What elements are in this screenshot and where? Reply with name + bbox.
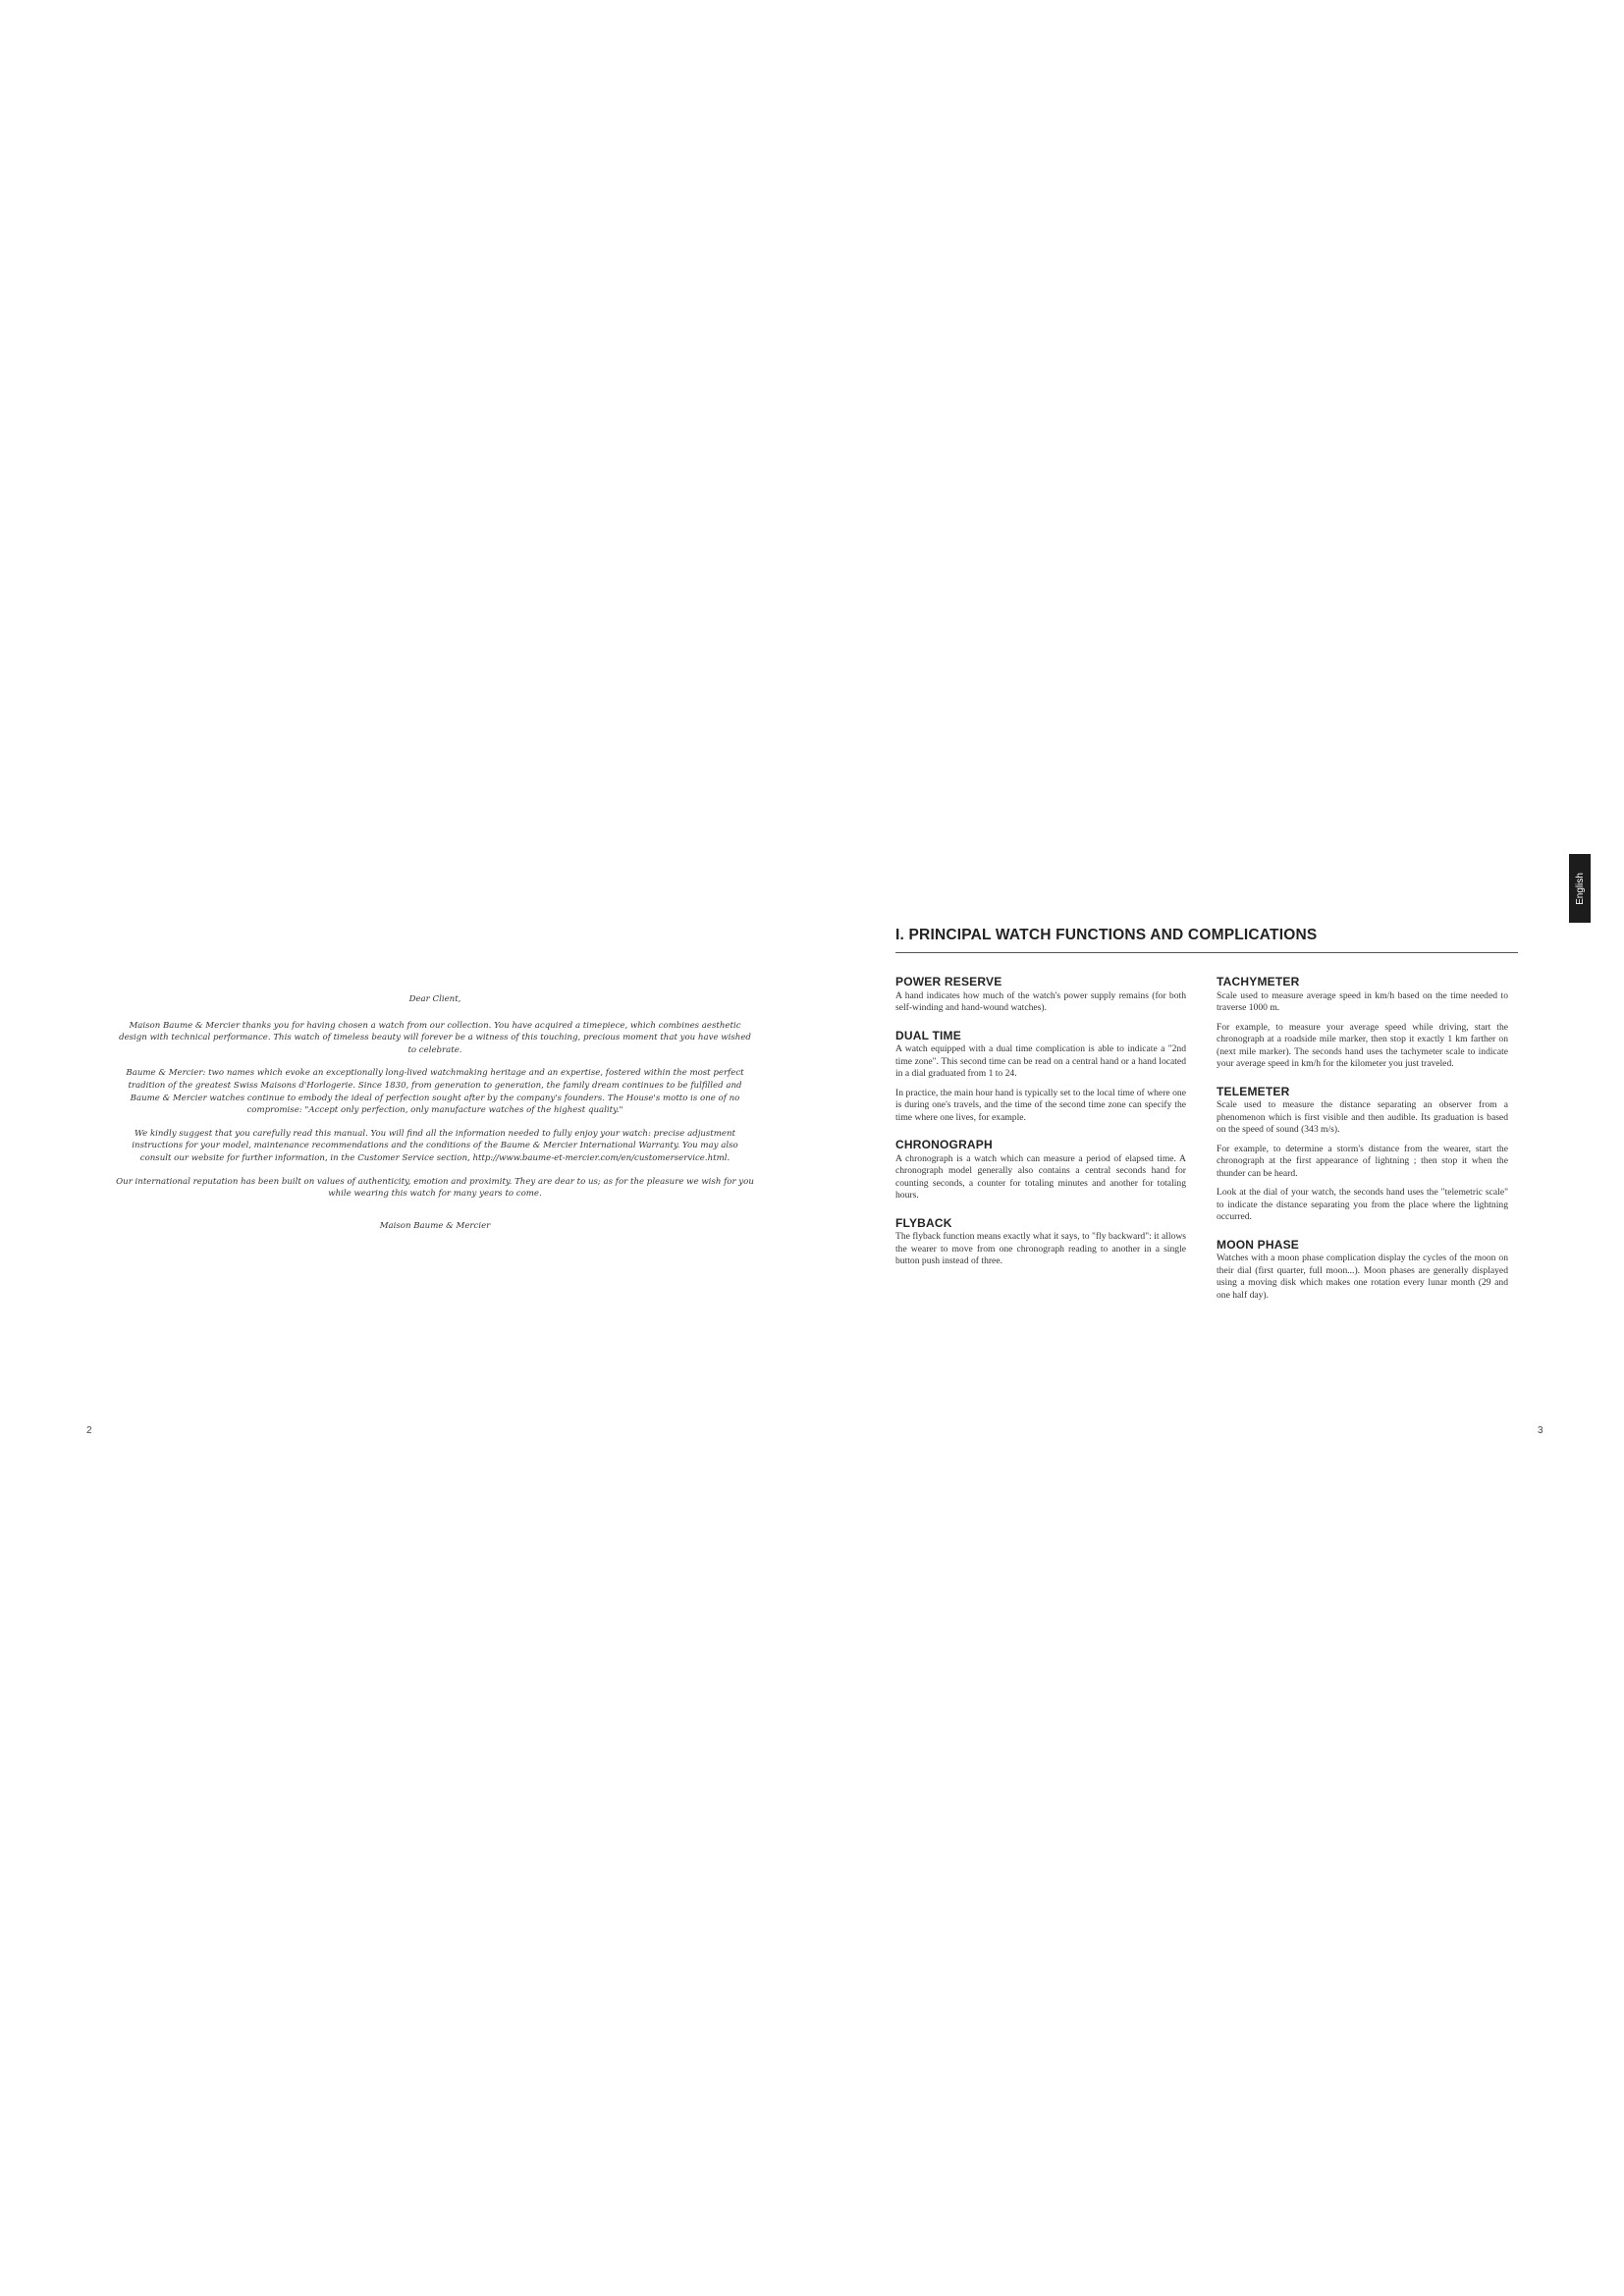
entry-dual-time bbox=[895, 1030, 1186, 1125]
page-number-left: 2 bbox=[86, 1425, 92, 1436]
entry-text: Scale used to measure average speed in km/h based on the time needed to traverse 1000 m. bbox=[1217, 989, 1508, 1013]
entry-text: Watches with a moon phase complication display the cycles of the moon on their dial (first quarter, full moon...). Moon phases are generally displayed using a moving disk which makes one rotation every lunar month (29 and one half day). bbox=[1217, 1253, 1508, 1301]
welcome-letter bbox=[116, 993, 754, 1243]
letter-paragraph: Maison Baume & Mercier thanks you for having chosen a watch from our collection. You have acquired a timepiece, which combines aesthetic design with technical performance. This watch of timeless beauty will forever be a witness of this touching, precious moment that you have wished to celebrate. bbox=[119, 1020, 751, 1055]
entry-telemeter bbox=[1217, 1086, 1508, 1224]
right-column bbox=[1217, 976, 1508, 1316]
letter-paragraph: Baume & Mercier: two names which evoke an exceptionally long-lived watchmaking heritage and an expertise, fostered within the most perfect tradition of the greatest Swiss Maisons d'Horlogerie. Since 1830, from generation to generation, the family dream continues to be fulfilled and Baume & Mercier watches continue to embody the ideal of perfection sought after by the company's founders. The House's motto is one of no compromise: "Accept only perfection, only manufacture watches of the highest quality." bbox=[126, 1068, 744, 1116]
section-title: I. PRINCIPAL WATCH FUNCTIONS AND COMPLICATIONS bbox=[895, 927, 1518, 953]
page-number-right: 3 bbox=[1538, 1425, 1543, 1436]
language-tab bbox=[1569, 854, 1591, 923]
entry-heading: TACHYMETER bbox=[1217, 975, 1300, 988]
entry-tachymeter bbox=[1217, 976, 1508, 1071]
entry-heading: POWER RESERVE bbox=[895, 975, 1002, 988]
letter-paragraph: Our international reputation has been built on values of authenticity, emotion and proximity. They are dear to us; as for the pleasure we wish for you while wearing this watch for many years to come. bbox=[116, 1176, 754, 1200]
entry-heading: CHRONOGRAPH bbox=[895, 1138, 993, 1151]
language-tab-label: English bbox=[1574, 872, 1586, 905]
entry-text: A chronograph is a watch which can measure a period of elapsed time. A chronograph model generally also contains a central seconds hand for counting seconds, a counter for totaling minutes and another for totaling hours. bbox=[895, 1152, 1186, 1201]
letter-signature: Maison Baume & Mercier bbox=[379, 1220, 491, 1231]
entry-moon-phase bbox=[1217, 1239, 1508, 1303]
entry-text: For example, to determine a storm's distance from the wearer, start the chronograph at the first appearance of lightning ; then stop it when the thunder can be heard. bbox=[1217, 1143, 1508, 1179]
entry-text: For example, to measure your average speed while driving, start the chronograph at a roadside mile marker, then stop it exactly 1 km farther on (next mile marker). The seconds hand uses the tachymeter scale to indicate your average speed in km/h for the kilometer you just traveled. bbox=[1217, 1021, 1508, 1069]
entry-flyback bbox=[895, 1217, 1186, 1268]
entry-heading: TELEMETER bbox=[1217, 1084, 1290, 1098]
entry-text: The flyback function means exactly what it says, to "fly backward": it allows the wearer to move from one chronograph reading to another in a single button push instead of three. bbox=[895, 1231, 1186, 1266]
entry-power-reserve bbox=[895, 976, 1186, 1015]
entry-chronograph bbox=[895, 1139, 1186, 1202]
entry-heading: DUAL TIME bbox=[895, 1028, 961, 1042]
entry-text: Look at the dial of your watch, the seconds hand uses the "telemetric scale" to indicate the distance separating you from the place where the lightning occurred. bbox=[1217, 1187, 1508, 1222]
letter-paragraph: We kindly suggest that you carefully read this manual. You will find all the information needed to fully enjoy your watch: precise adjustment instructions for your model, maintenance recommendations and the conditions of the Baume & Mercier International Warranty. You may also consult our website for further information, in the Customer Service section, http://www.baume-et-mercier.com/en/customerservice.html. bbox=[132, 1128, 738, 1163]
entry-text: Scale used to measure the distance separating an observer from a phenomenon which is first visible and then audible. Its graduation is based on the speed of sound (343 m/s). bbox=[1217, 1099, 1508, 1135]
letter-salutation: Dear Client, bbox=[408, 994, 461, 1004]
entry-text: A hand indicates how much of the watch's power supply remains (for both self-winding and hand-wound watches). bbox=[895, 989, 1186, 1013]
entry-text: In practice, the main hour hand is typically set to the local time of where one is during one's travels, and the time of the second time zone can specify the time where one lives, for example. bbox=[895, 1087, 1186, 1123]
entry-text: A watch equipped with a dual time complication is able to indicate a "2nd time zone". This second time can be read on a central hand or a hand located in a dial graduated from 1 to 24. bbox=[895, 1043, 1186, 1079]
entry-heading: MOON PHASE bbox=[1217, 1237, 1300, 1252]
left-column bbox=[895, 976, 1186, 1283]
entry-heading: FLYBACK bbox=[895, 1215, 952, 1230]
